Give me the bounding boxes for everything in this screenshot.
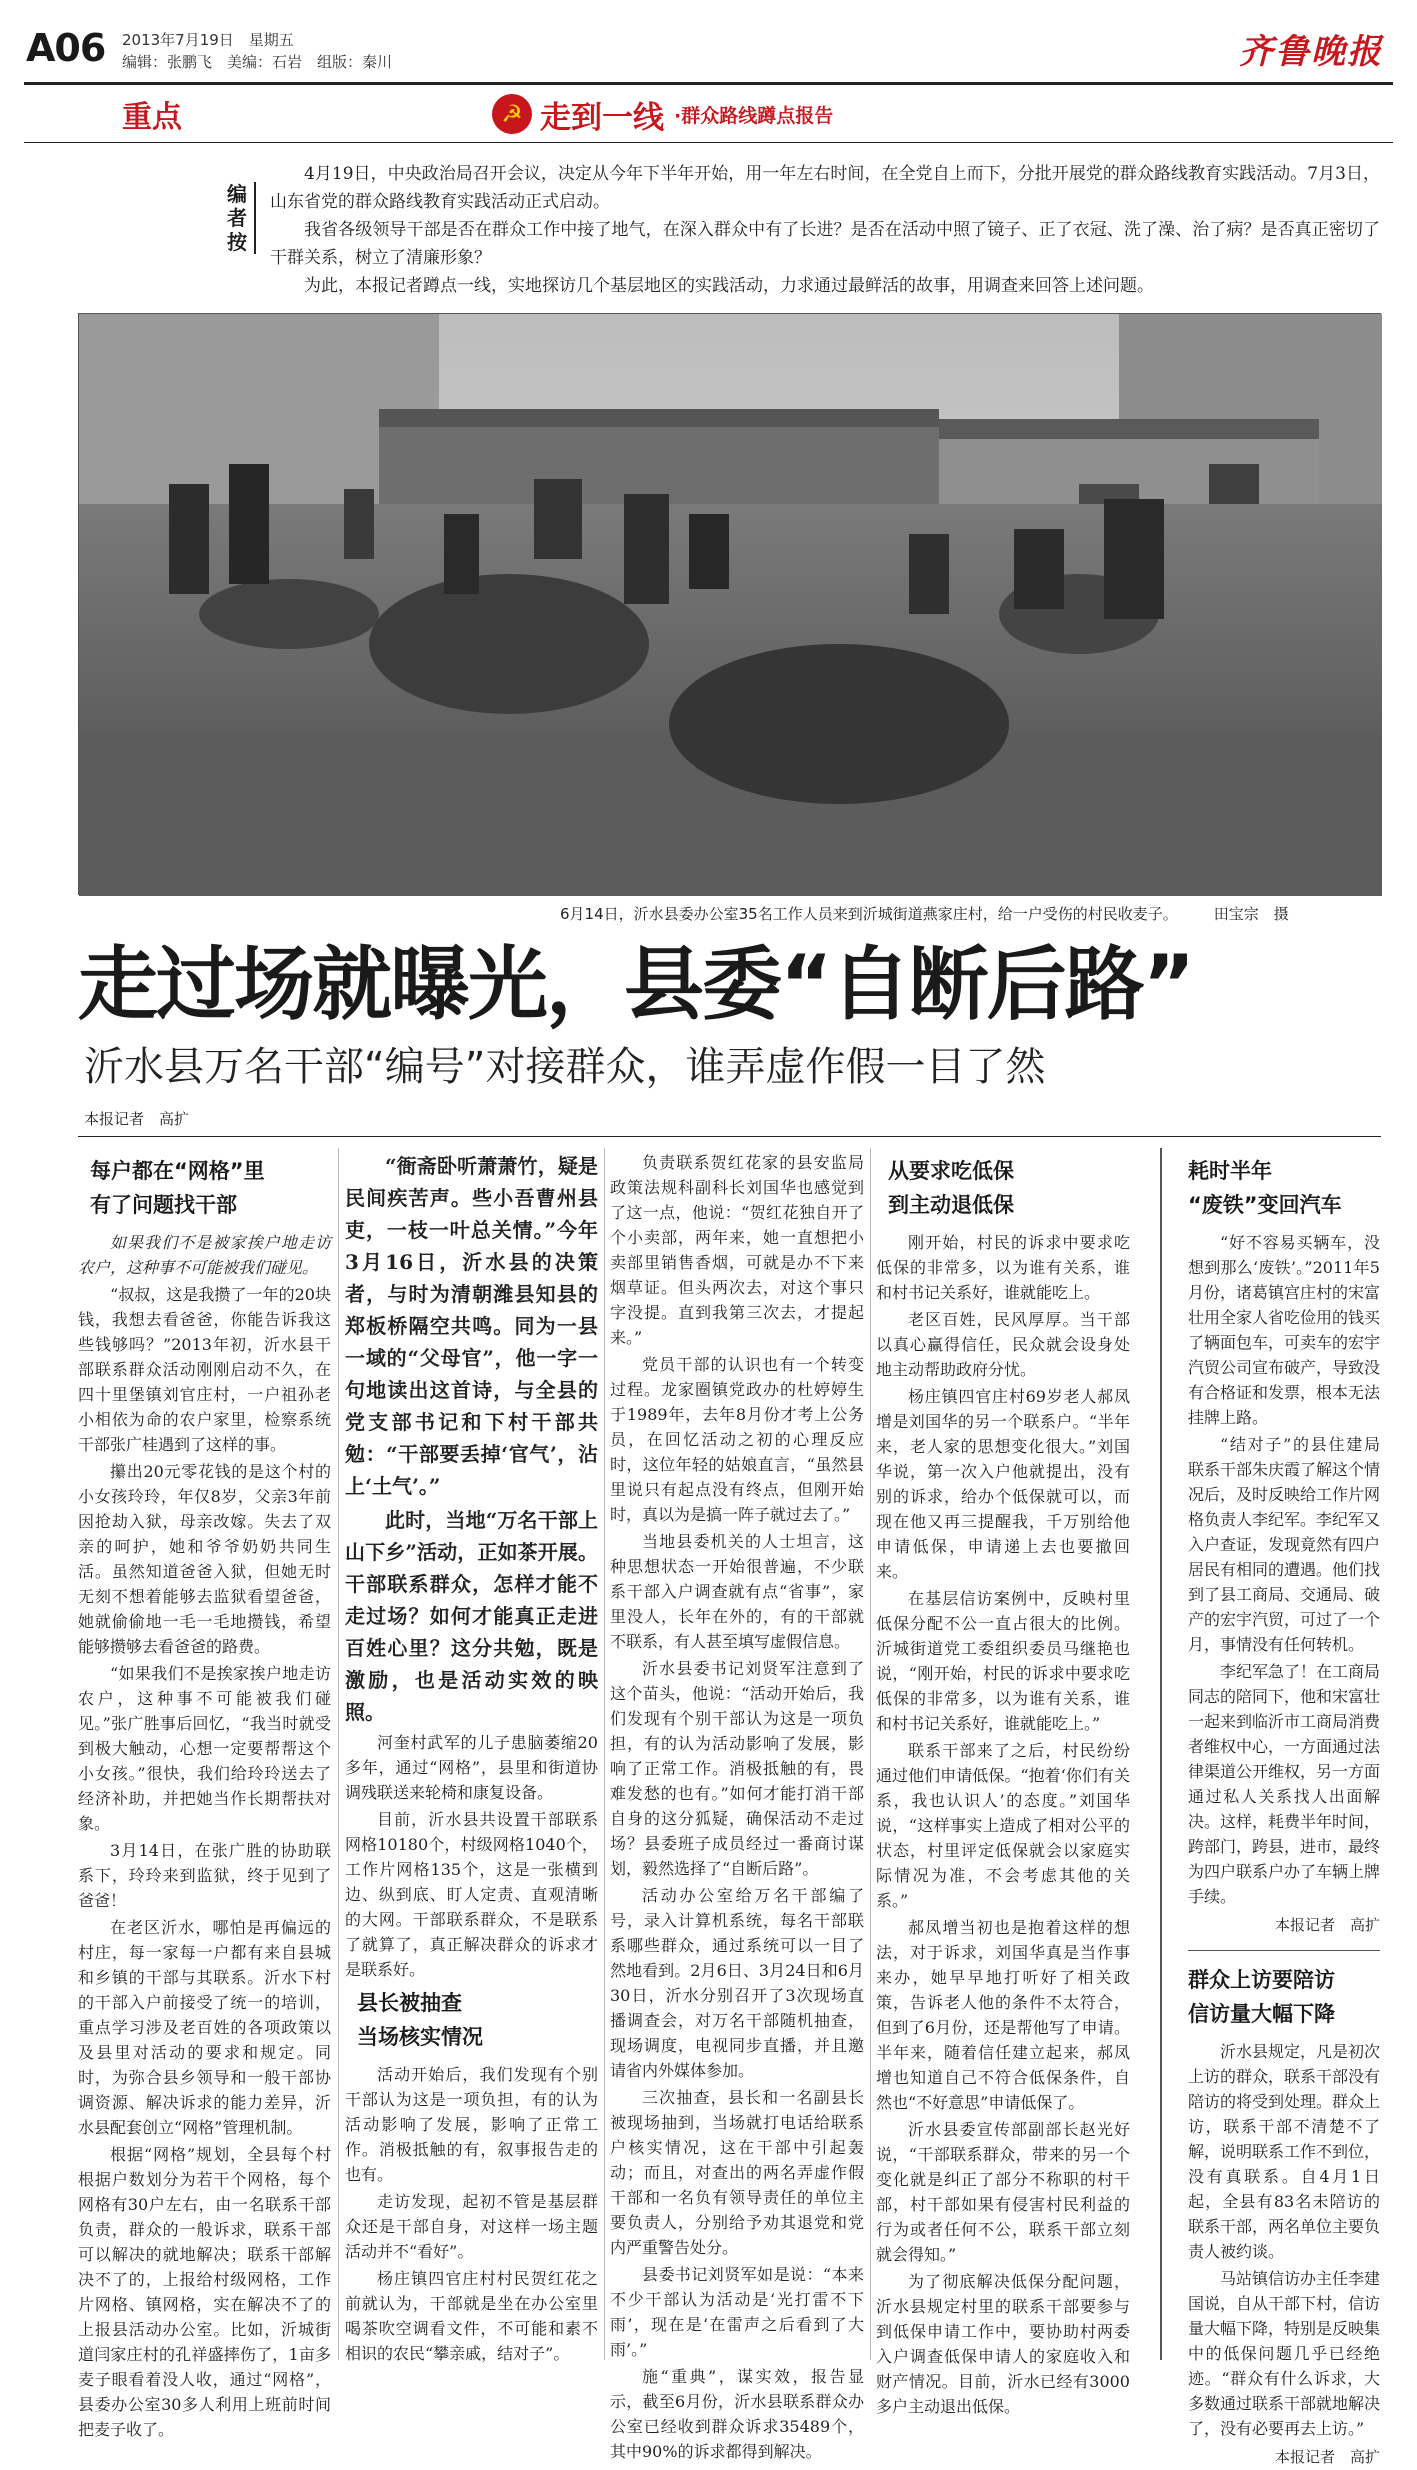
body-paragraph: 杨庄镇四官庄村村民贺红花之前就认为，干部就是坐在办公室里喝茶吹空调看文件，不可能和素不相识的农民“攀亲戚，结对子”。 [345,2269,598,2363]
article-byline: 本报记者 高扩 [84,1110,190,1128]
lead-paragraph: 如果我们不是被家挨户地走访农户，这种事不可能被我们碰见。 [78,1233,331,1277]
section-title: 重点 [122,100,182,135]
wheat-harvest-photo [79,314,1382,896]
body-paragraph: 负责联系贺红花家的县安监局政策法规科副科长刘国华也感觉到了这一点，他说：“贺红花独自开了个小卖部，两年来，她一直想把小卖部里销售香烟，可就是办不下来烟草证。但头两次去，对这个事只字没提。直到我第三次去，才提起来。” [610,1153,864,1347]
section-heading: 县长被抽查 当场核实情况 [357,1991,483,2049]
body-paragraph: 老区百姓，民风厚厚。当干部以真心赢得信任，民众就会设身处地主动帮助政府分忧。 [876,1310,1130,1379]
sidebar-separator [1188,1950,1380,1951]
body-paragraph: 根据“网格”规划，全县每个村根据户数划分为若干个网格，每个网格有30户左右，由一名联系干部负责，群众的一般诉求，联系干部可以解决的就地解决；联系干部解决不了的，上报给村级网格，工作片网格、镇网格，实在解决不了的上报县活动办公室。比如，沂城街道闫家庄村的孔祥盛摔伤了，1亩多麦子眼看着没人收，通过“网格”，县委办公室30多人利用上班前时间把麦子收了。 [78,2145,331,2439]
editor-note-label: 编者按 [226,182,256,254]
body-paragraph: 3月14日，在张广胜的协助联系下，玲玲来到监狱，终于见到了爸爸！ [78,1841,331,1910]
body-paragraph: 联系干部来了之后，村民纷纷通过他们申请低保。“抱着‘你们有关系，我也认识人’的态度。”刘国华说，“这样事实上造成了相对公平的状态，村里评定低保就会以家庭实际情况为准，不会考虑其他的关系。” [876,1741,1130,1910]
body-paragraph: 在基层信访案例中，反映村里低保分配不公一直占很大的比例。沂城街道党工委组织委员马继艳也说，“刚开始，村民的诉求中要求吃低保的非常多，以为谁有关系，谁和村书记关系好，谁就能吃上。” [876,1589,1130,1733]
series-title: 走到一线 [540,99,664,136]
masthead-meta [122,29,392,73]
article-column-3 [610,1150,864,2461]
body-paragraph: 县委书记刘贤军如是说：“本来不少干部认为活动是‘光打雷不下雨’，现在是‘在雷声之后看到了大雨’。” [610,2265,864,2359]
sidebar-divider [1160,1148,1162,2360]
masthead-rule-bottom [24,142,1393,143]
photo-caption [560,903,1289,924]
editor-note-paragraph: 4月19日，中央政治局召开会议，决定从今年下半年开始，用一年左右时间，在全党自上而下，分批开展党的群众路线教育实践活动。7月3日，山东省党的群众路线教育实践活动正式启动。 [270,164,1380,212]
column-divider [604,1148,605,2360]
body-paragraph: 走访发现，起初不管是基层群众还是干部自身，对这样一场主题活动并不“看好”。 [345,2192,598,2261]
body-paragraph: 攥出20元零花钱的是这个村的小女孩玲玲，年仅8岁，父亲3年前因抢劫入狱，母亲改嫁。失去了双亲的呵护，她和爷爷奶奶共同生活。虽然知道爸爸入狱，但她无时无刻不想着能够去监狱看望爸爸，她就偷偷地一毛一毛地攒钱，希望能够攒够去看爸爸的路费。 [78,1462,331,1656]
body-paragraph: 为了彻底解决低保分配问题，沂水县规定村里的联系干部要参与到低保申请工作中，要协助村两委入户调查低保申请人的家庭收入和财产情况。目前，沂水已经有3000多户主动退出低保。 [876,2272,1130,2416]
article-rule [78,1136,1381,1137]
body-paragraph: 李纪军急了！在工商局同志的陪同下，他和宋富壮一起来到临沂市工商局消费者维权中心，一方面通过法律渠道公开维权，另一方面通过私人关系找人出面解决。这样，耗费半年时间，跨部门，跨县，进市，最终为四户联系户办了车辆上牌手续。 [1188,1662,1381,1906]
pull-quote: 此时，当地“万名干部上山下乡”活动，正如茶开展。干部联系群众，怎样才能不走过场？如何才能真正走进百姓心里？这分共勉，既是激励，也是活动实效的映照。 [345,1508,598,1724]
article-column-1 [78,1150,331,2439]
sidebar-heading: 耗时半年 “废铁”变回汽车 [1188,1159,1342,1217]
body-paragraph: 施“重典”，谋实效，报告显示，截至6月份，沂水县联系群众办公室已经收到群众诉求35489个，其中90%的诉求都得到解决。 [610,2367,864,2461]
body-paragraph: 杨庄镇四官庄村69岁老人郝凤增是刘国华的另一个联系户。“半年来，老人家的思想变化很大。”刘国华说，第一次入户他就提出，没有别的诉求，给办个低保就可以，而现在他又再三提醒我，千万别给他申请低保，申请递上去也要撤回来。 [876,1387,1130,1581]
sidebar-byline: 本报记者 高扩 [1274,2448,1380,2466]
sidebar-byline: 本报记者 高扩 [1274,1916,1380,1934]
editor-note [270,160,1380,300]
body-paragraph: 刚开始，村民的诉求中要求吃低保的非常多，以为谁有关系，谁和村书记关系好，谁就能吃上。 [876,1233,1130,1302]
section-heading: 从要求吃低保 到主动退低保 [888,1159,1014,1217]
sidebar-heading: 群众上访要陪访 信访量大幅下降 [1188,1968,1335,2026]
body-paragraph: 河奎村武军的儿子患脑萎缩20多年，通过“网格”，县里和街道协调残联送来轮椅和康复设备。 [345,1733,598,1802]
body-paragraph: 目前，沂水县共设置干部联系网格10180个，村级网格1040个，工作片网格135个，这是一张横到边、纵到底、盯人定责、直观清晰的大网。干部联系群众，不是联系了就算了，真正解决群众的诉求才是联系好。 [345,1810,598,1979]
body-paragraph: 在老区沂水，哪怕是再偏远的村庄，每一家每一户都有来自县城和乡镇的干部与其联系。沂水下村的干部入户前接受了统一的培训，重点学习涉及老百姓的各项政策以及县里对活动的要求和规定。同时，为弥合县乡领导和一般干部协调资源、解决诉求的能力差异，沂水县配套创立“网格”管理机制。 [78,1918,331,2137]
article-subheadline: 沂水县万名干部“编号”对接群众，谁弄虚作假一目了然 [84,1044,1046,1090]
caption-text: 6月14日，沂水县委办公室35名工作人员来到沂城街道燕家庄村，给一户受伤的村民收麦子。 [560,905,1178,923]
body-paragraph: “结对子”的县住建局联系干部朱庆霞了解这个情况后，及时反映给工作片网格负责人李纪军。李纪军又入户查证，发现竟然有四户居民有相同的遭遇。他们找到了县工商局、交通局、破产的宏宇汽贸，可过了一个月，事情没有任何转机。 [1188,1435,1381,1654]
editor-note-paragraph: 为此，本报记者蹲点一线，实地探访几个基层地区的实践活动，力求通过最鲜活的故事，用调查来回答上述问题。 [304,276,1154,296]
column-divider [870,1148,871,2360]
body-paragraph: 党员干部的认识也有一个转变过程。龙家圈镇党政办的杜婷婷生于1989年，去年8月份才考上公务员，在回忆活动之初的心理反应时，这位年轻的姑娘直言，“虽然县里说只有起点没有终点，但刚开始时，真以为是搞一阵子就过去了。” [610,1355,864,1524]
body-paragraph: 沂水县委宣传部副部长赵光好说，“干部联系群众，带来的另一个变化就是纠正了部分不称职的村干部，村干部如果有侵害村民利益的行为或者任何不公，联系干部立刻就会得知。” [876,2120,1130,2264]
article-column-2 [345,1150,598,2363]
editor-note-paragraph: 我省各级领导干部是否在群众工作中接了地气，在深入群众中有了长进？是否在活动中照了镜子、正了衣冠、洗了澡、治了病？是否真正密切了干群关系，树立了清廉形象？ [270,220,1380,268]
page-code: A06 [26,26,106,70]
body-paragraph: 郝凤增当初也是抱着这样的想法，对于诉求，刘国华真是当作事来办，她早早地打听好了相关政策，告诉老人他的条件不太符合，但到了6月份，还是帮他写了申请。半年来，随着信任建立起来，郝凤增也知道自己不符合低保条件，自然也“不好意思”申请低保了。 [876,1918,1130,2112]
body-paragraph: 活动办公室给万名干部编了号，录入计算机系统，每名干部联系哪些群众，通过系统可以一目了然地看到。2月6日、3月24日和6月30日，沂水分别召开了3次现场直播调查会，对万名干部随机抽查，现场调度，电视同步直播，并且邀请省内外媒体参加。 [610,1886,864,2080]
staff-line: 编辑：张鹏飞 美编：石岩 组版：秦川 [122,53,393,71]
body-paragraph: 活动开始后，我们发现有个别干部认为这是一项负担，有的认为活动影响了发展，影响了正常工作。消极抵触的有，叙事报告走的也有。 [345,2065,598,2184]
masthead-rule [24,82,1393,85]
party-emblem-icon: ☭ [492,94,532,134]
section-heading: 每户都在“网格”里 有了问题找干部 [90,1159,265,1217]
newspaper-logo: 齐鲁晚报 [1239,32,1383,72]
body-paragraph: “好不容易买辆车，没想到那么‘废铁’。”2011年5月份，诸葛镇宫庄村的宋富壮用全家人省吃俭用的钱买了辆面包车，可卖车的宏宇汽贸公司宣布破产，导致没有合格证和发票，根本无法挂牌上路。 [1188,1233,1381,1427]
series-subtitle: ·群众路线蹲点报告 [674,104,834,127]
body-paragraph: 当地县委机关的人士坦言，这种思想状态一开始很普遍，不少联系干部入户调查就有点“省事”，家里没人，长年在外的，有的干部就不联系，有人甚至填写虚假信息。 [610,1532,864,1651]
body-paragraph: 三次抽查，县长和一名副县长被现场抽到，当场就打电话给联系户核实情况，这在干部中引起轰动；而且，对查出的两名弄虚作假干部和一名负有领导责任的单位主要负责人，分别给予劝其退党和党内严重警告处分。 [610,2088,864,2257]
series-banner [492,92,833,136]
sidebar [1188,1150,1381,2466]
news-photo [78,313,1381,895]
article-column-4 [876,1150,1130,2416]
article-headline: 走过场就曝光，县委“自断后路” [78,938,1194,1031]
body-paragraph: 沂水县规定，凡是初次上访的群众，联系干部没有陪访的将受到处理。群众上访，联系干部不清楚不了解，说明联系工作不到位，没有真联系。自4月1日起，全县有83名未陪访的联系干部，两名单位主要负责人被约谈。 [1188,2042,1381,2261]
pull-quote: “衙斋卧听萧萧竹，疑是民间疾苦声。些小吾曹州县吏，一枝一叶总关情。”今年3月16日，沂水县的决策者，与时为清朝潍县知县的郑板桥隔空共鸣。同为一县一域的“父母官”，他一字一句地读出这首诗，与全县的党支部书记和下村干部共勉：“干部要丢掉‘官气’，沾上‘土气’。” [345,1154,598,1498]
photo-credit: 田宝宗 摄 [1213,905,1289,923]
date-line: 2013年7月19日 星期五 [122,31,294,49]
body-paragraph: 沂水县委书记刘贤军注意到了这个苗头，他说：“活动开始后，我们发现有个别干部认为这是一项负担，有的认为活动影响了发展，影响了正常工作。消极抵触的有，畏难发愁的也有。”如何才能打消干部自身的这分狐疑，确保活动不走过场？县委班子成员经过一番商讨谋划，毅然选择了“自断后路”。 [610,1659,864,1878]
body-paragraph: 马站镇信访办主任李建国说，自从干部下村，信访量大幅下降，特别是反映集中的低保问题几乎已经绝迹。“群众有什么诉求，大多数通过联系干部就地解决了，没有必要再去上访。” [1188,2269,1381,2438]
body-paragraph: “如果我们不是挨家挨户地走访农户，这种事不可能被我们碰见。”张广胜事后回忆，“我当时就受到极大触动，心想一定要帮帮这个小女孩。”很快，我们给玲玲送去了经济补助，并把她当作长期帮扶对象。 [78,1664,331,1833]
column-divider [338,1148,339,2360]
body-paragraph: “叔叔，这是我攒了一年的20块钱，我想去看爸爸，你能告诉我这些钱够吗？”2013年初，沂水县干部联系群众活动刚刚启动不久，在四十里堡镇刘官庄村，一户祖孙老小相依为命的农户家里，检察系统干部张广桂遇到了这样的事。 [78,1285,331,1454]
